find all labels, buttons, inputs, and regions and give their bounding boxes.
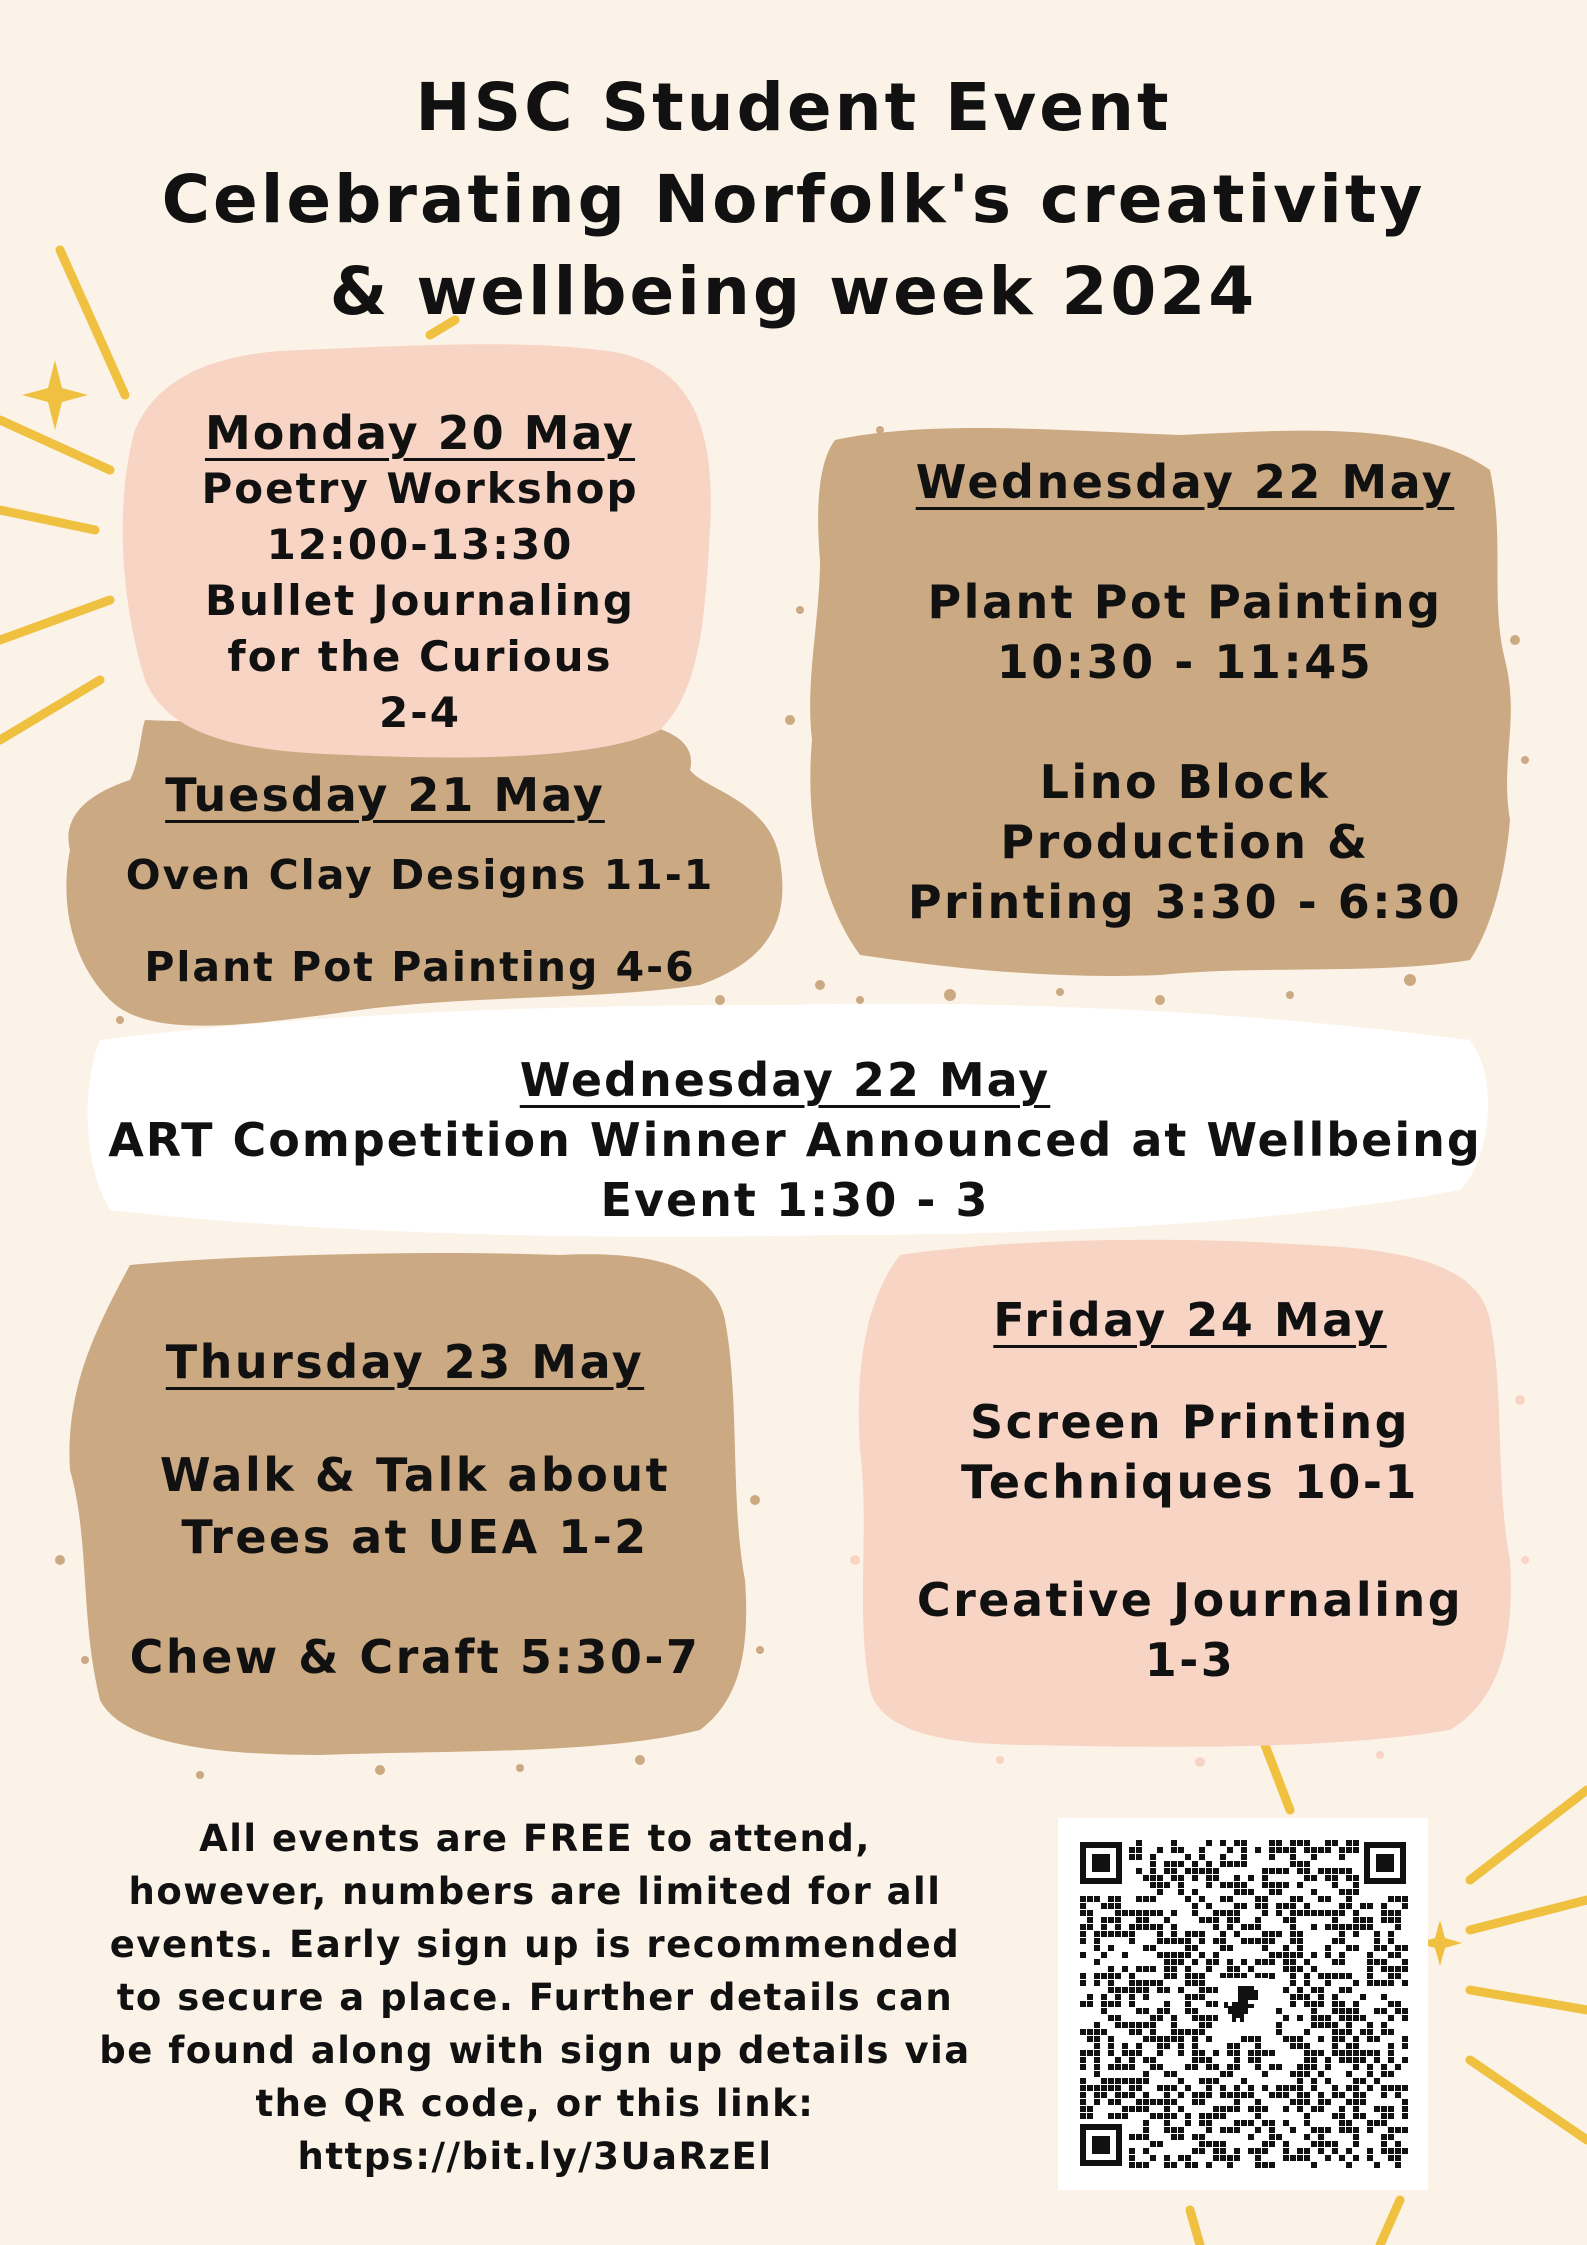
qr-finder-bottom-left bbox=[1080, 2124, 1122, 2166]
event-line: Production & bbox=[1000, 815, 1370, 869]
competition-card bbox=[100, 1050, 1490, 1230]
event-line: Poetry Workshop bbox=[201, 464, 639, 513]
info-line: events. Early sign up is recommended bbox=[109, 1923, 961, 1966]
title-line: Celebrating Norfolk's creativity bbox=[161, 161, 1426, 238]
event-line: Event 1:30 - 3 bbox=[600, 1173, 990, 1227]
event-line: 12:00-13:30 bbox=[266, 520, 574, 569]
monday-card bbox=[150, 405, 690, 741]
event-line: 2-4 bbox=[379, 688, 461, 737]
event-line: Walk & Talk about bbox=[159, 1448, 671, 1502]
event-line: Plant Pot Painting bbox=[927, 575, 1443, 629]
info-line: the QR code, or this link: bbox=[255, 2082, 815, 2125]
info-line: however, numbers are limited for all bbox=[128, 1870, 942, 1913]
event-line: Trees at UEA 1-2 bbox=[181, 1510, 649, 1564]
title-line: & wellbeing week 2024 bbox=[329, 253, 1258, 330]
title-line: HSC Student Event bbox=[415, 69, 1172, 146]
wednesday-card bbox=[875, 450, 1495, 932]
event-line: Printing 3:30 - 6:30 bbox=[907, 875, 1463, 929]
event-line: Screen Printing bbox=[969, 1395, 1411, 1449]
day-heading: Thursday 23 May bbox=[165, 1335, 645, 1389]
event-line: ART Competition Winner Announced at Wellbeing bbox=[108, 1113, 1482, 1167]
qr-finder-top-left bbox=[1080, 1842, 1122, 1884]
event-line: Oven Clay Designs 11-1 bbox=[125, 851, 715, 899]
info-line: be found along with sign up details via bbox=[99, 2029, 971, 2072]
info-line: to secure a place. Further details can bbox=[116, 1976, 954, 2019]
day-heading: Monday 20 May bbox=[204, 406, 636, 460]
event-line: Techniques 10-1 bbox=[961, 1455, 1419, 1509]
dinosaur-icon bbox=[1218, 1978, 1268, 2028]
page-title bbox=[0, 62, 1587, 338]
qr-finder-top-right bbox=[1364, 1842, 1406, 1884]
day-heading: Friday 24 May bbox=[993, 1293, 1387, 1347]
tuesday-card bbox=[90, 765, 750, 997]
day-heading: Tuesday 21 May bbox=[165, 768, 605, 822]
day-heading: Wednesday 22 May bbox=[915, 455, 1455, 509]
event-line: Lino Block bbox=[1039, 755, 1331, 809]
day-heading: Wednesday 22 May bbox=[519, 1053, 1051, 1107]
signup-link[interactable]: https://bit.ly/3UaRzEl bbox=[297, 2135, 773, 2178]
event-line: 1-3 bbox=[1144, 1633, 1236, 1687]
event-line: for the Curious bbox=[227, 632, 613, 681]
info-line: All events are FREE to attend, bbox=[199, 1817, 871, 1860]
event-line: Creative Journaling bbox=[916, 1573, 1464, 1627]
qr-code[interactable] bbox=[1058, 1818, 1428, 2190]
friday-card bbox=[880, 1288, 1500, 1690]
event-line: Chew & Craft 5:30-7 bbox=[129, 1630, 701, 1684]
thursday-card bbox=[95, 1330, 735, 1688]
event-line: Plant Pot Painting 4-6 bbox=[144, 943, 696, 991]
event-line: Bullet Journaling bbox=[205, 576, 635, 625]
sparkle-icon bbox=[22, 360, 88, 430]
signup-info bbox=[60, 1812, 1010, 2183]
event-line: 10:30 - 11:45 bbox=[996, 635, 1374, 689]
